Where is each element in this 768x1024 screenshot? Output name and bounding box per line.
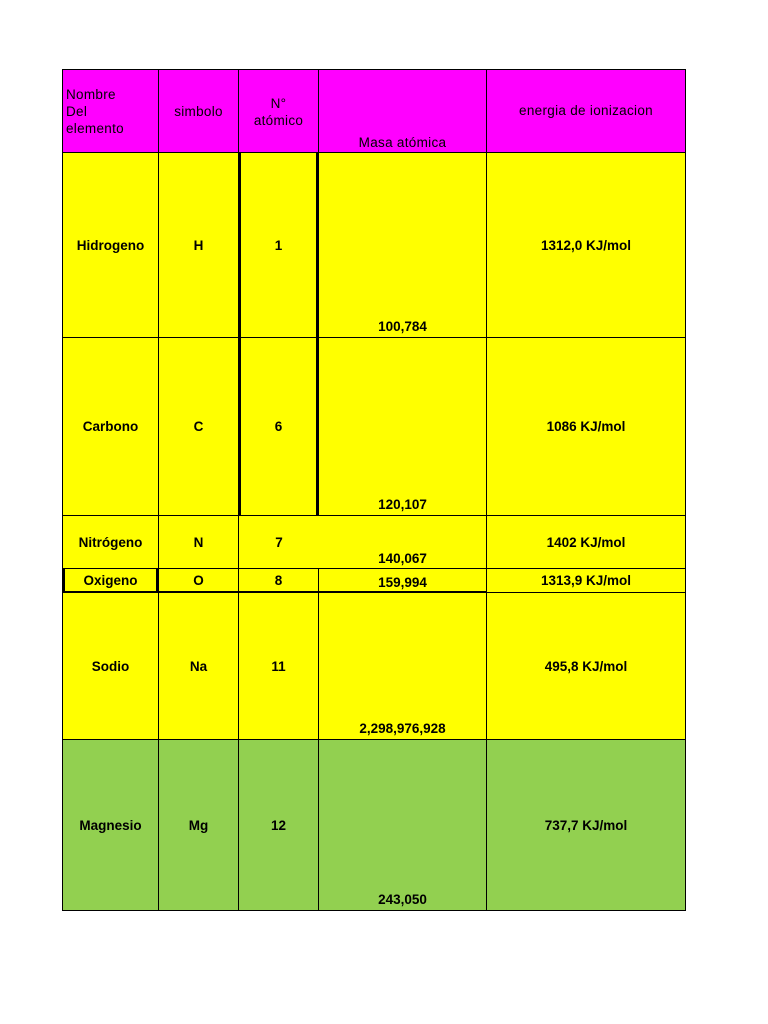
cell-mass <box>318 152 487 338</box>
header-row <box>62 69 686 153</box>
cell-symbol: O <box>158 568 239 593</box>
cell-energy: 1312,0 KJ/mol <box>486 152 686 338</box>
header-atomic-number-line: N° <box>270 96 287 111</box>
header-name-line: Del <box>66 103 88 119</box>
cell-mass <box>318 337 487 516</box>
cell-mass-value: 2,298,976,928 <box>359 721 446 736</box>
cell-number: 7 <box>275 534 283 550</box>
cell-energy: 1086 KJ/mol <box>486 337 686 516</box>
cell-energy: 1402 KJ/mol <box>486 515 686 569</box>
header-atomic-number-cell <box>238 69 319 153</box>
cell-mass <box>318 568 487 593</box>
cell-energy: 1313,9 KJ/mol <box>486 568 686 593</box>
cell-symbol: H <box>158 152 239 338</box>
cell-mass <box>318 739 487 911</box>
cell-number-mass <box>238 515 487 569</box>
table-row <box>62 152 686 338</box>
header-ionization-cell <box>486 69 686 153</box>
cell-name: Oxigeno <box>62 568 159 593</box>
header-atomic-number-line: atómico <box>253 113 304 128</box>
table-row <box>62 515 686 569</box>
cell-mass-value: 140,067 <box>378 551 427 566</box>
cell-name: Nitrógeno <box>62 515 159 569</box>
cell-number: 11 <box>238 592 319 740</box>
table-row <box>62 337 686 516</box>
header-ionization-label: energia de ionizacion <box>519 103 653 118</box>
cell-symbol: N <box>158 515 239 569</box>
header-name-line: elemento <box>66 120 124 136</box>
header-symbol-label: simbolo <box>174 103 223 119</box>
cell-mass <box>318 592 487 740</box>
header-symbol-cell <box>158 69 239 153</box>
cell-mass-value: 100,784 <box>378 319 427 334</box>
cell-symbol: Na <box>158 592 239 740</box>
cell-mass-value: 243,050 <box>378 892 427 907</box>
cell-number: 12 <box>238 739 319 911</box>
cell-symbol: C <box>158 337 239 516</box>
cell-mass-value: 120,107 <box>378 497 427 512</box>
header-name-cell <box>62 69 159 153</box>
header-atomic-mass-label: Masa atómica <box>358 135 447 150</box>
cell-symbol: Mg <box>158 739 239 911</box>
header-atomic-mass-cell <box>318 69 487 153</box>
table-row <box>62 739 686 911</box>
cell-number: 6 <box>238 337 319 516</box>
table-row <box>62 592 686 740</box>
cell-mass-value: 159,994 <box>378 575 427 590</box>
cell-number: 8 <box>238 568 319 593</box>
cell-name: Carbono <box>62 337 159 516</box>
header-name-line: Nombre <box>66 86 116 102</box>
element-table <box>62 69 686 911</box>
cell-name: Sodio <box>62 592 159 740</box>
cell-energy: 495,8 KJ/mol <box>486 592 686 740</box>
table-row <box>62 568 686 593</box>
cell-number: 1 <box>238 152 319 338</box>
cell-name: Magnesio <box>62 739 159 911</box>
cell-energy: 737,7 KJ/mol <box>486 739 686 911</box>
cell-name: Hidrogeno <box>62 152 159 338</box>
